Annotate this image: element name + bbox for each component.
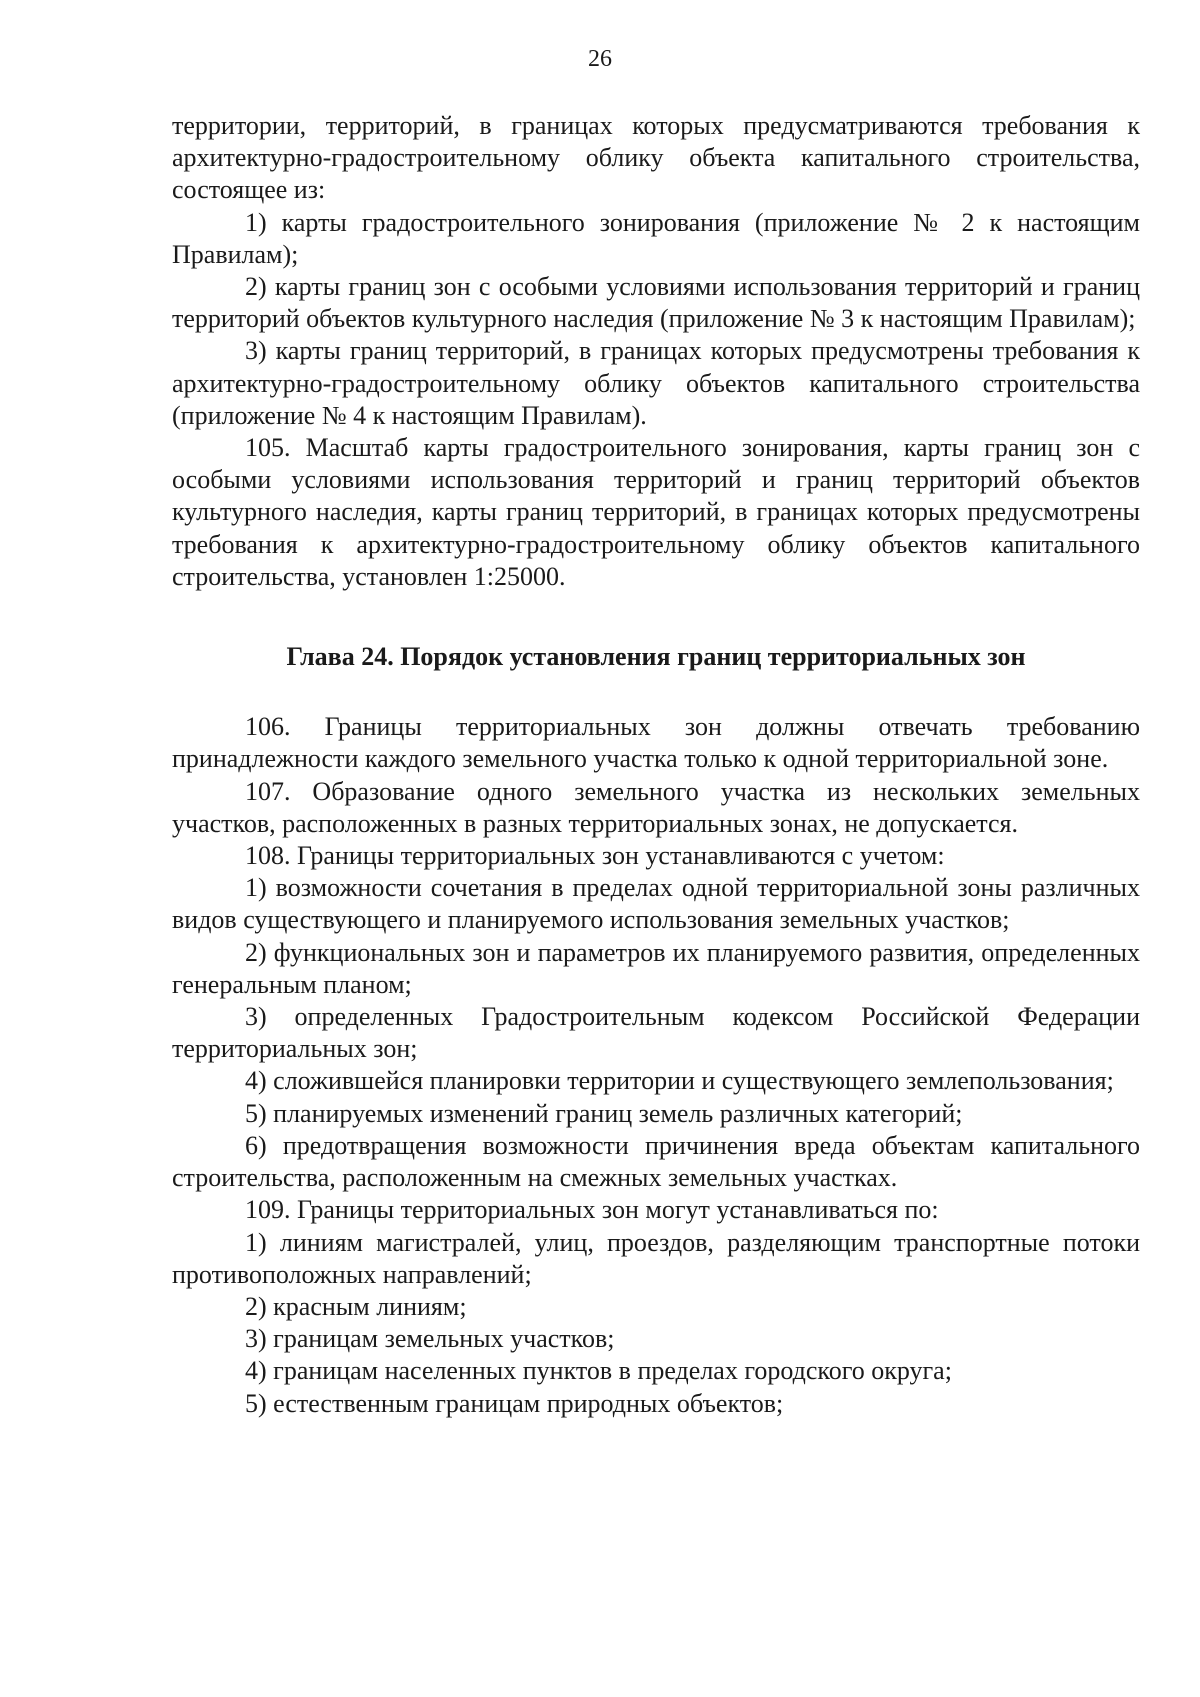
page-number: 26: [588, 46, 612, 72]
list-item-map-architectural: 3) карты границ территорий, в границах которых предусмотрены требования к архитектурно-градостроительному облику объектов капитального строительства (приложение № 4 к настоящим Правилам).: [172, 336, 1140, 430]
clause-109-item-2: 2) красным линиям;: [245, 1291, 467, 1321]
clause-109-item-3: 3) границам земельных участков;: [245, 1324, 615, 1354]
clause-108-item-4: 4) сложившейся планировки территории и существующего землепользования;: [245, 1066, 1114, 1096]
clause-109: 109. Границы территориальных зон могут устанавливаться по:: [245, 1195, 939, 1225]
clause-108-item-3: 3) определенных Градостроительным кодексом Российской Федерации территориальных зон;: [172, 1002, 1140, 1064]
clause-109-item-1: 1) линиям магистралей, улиц, проездов, разделяющим транспортные потоки противоположных направлений;: [172, 1227, 1140, 1289]
clause-109-item-4: 4) границам населенных пунктов в пределах городского округа;: [245, 1356, 952, 1386]
clause-108: 108. Границы территориальных зон устанавливаются с учетом:: [245, 841, 945, 871]
clause-108-item-2: 2) функциональных зон и параметров их планируемого развития, определенных генеральным планом;: [172, 937, 1140, 999]
clause-106: 106. Границы территориальных зон должны отвечать требованию принадлежности каждого земельного участка только к одной территориальной зоне.: [172, 712, 1140, 774]
list-item-map-special-zones: 2) карты границ зон с особыми условиями использования территорий и границ территорий объектов культурного наследия (приложение № 3 к настоящим Правилам);: [172, 272, 1140, 334]
list-item-map-zoning: 1) карты градостроительного зонирования (приложение № 2 к настоящим Правилам);: [172, 207, 1140, 269]
clause-105: 105. Масштаб карты градостроительного зонирования, карты границ зон с особыми условиями использования территорий и границ территорий объектов культурного наследия, карты границ территорий, в границах которых предусмотрены требования к архитектурно-градостроительному облику объектов капитального строительства, установлен 1:25000.: [172, 433, 1140, 591]
chapter-heading: Глава 24. Порядок установления границ территориальных зон: [286, 642, 1026, 672]
clause-107: 107. Образование одного земельного участка из нескольких земельных участков, расположенных в разных территориальных зонах, не допускается.: [172, 776, 1140, 838]
clause-108-item-1: 1) возможности сочетания в пределах одной территориальной зоны различных видов существующего и планируемого использования земельных участков;: [172, 873, 1140, 935]
clause-109-item-5: 5) естественным границам природных объектов;: [245, 1388, 784, 1418]
document-body: [172, 110, 1140, 1420]
paragraph-continuation: территории, территорий, в границах которых предусматриваются требования к архитектурно-градостроительному облику объекта капитального строительства, состоящее из:: [172, 111, 1140, 205]
clause-108-item-6: 6) предотвращения возможности причинения вреда объектам капитального строительства, расположенным на смежных земельных участках.: [172, 1130, 1140, 1193]
clause-108-item-5: 5) планируемых изменений границ земель различных категорий;: [245, 1098, 963, 1128]
